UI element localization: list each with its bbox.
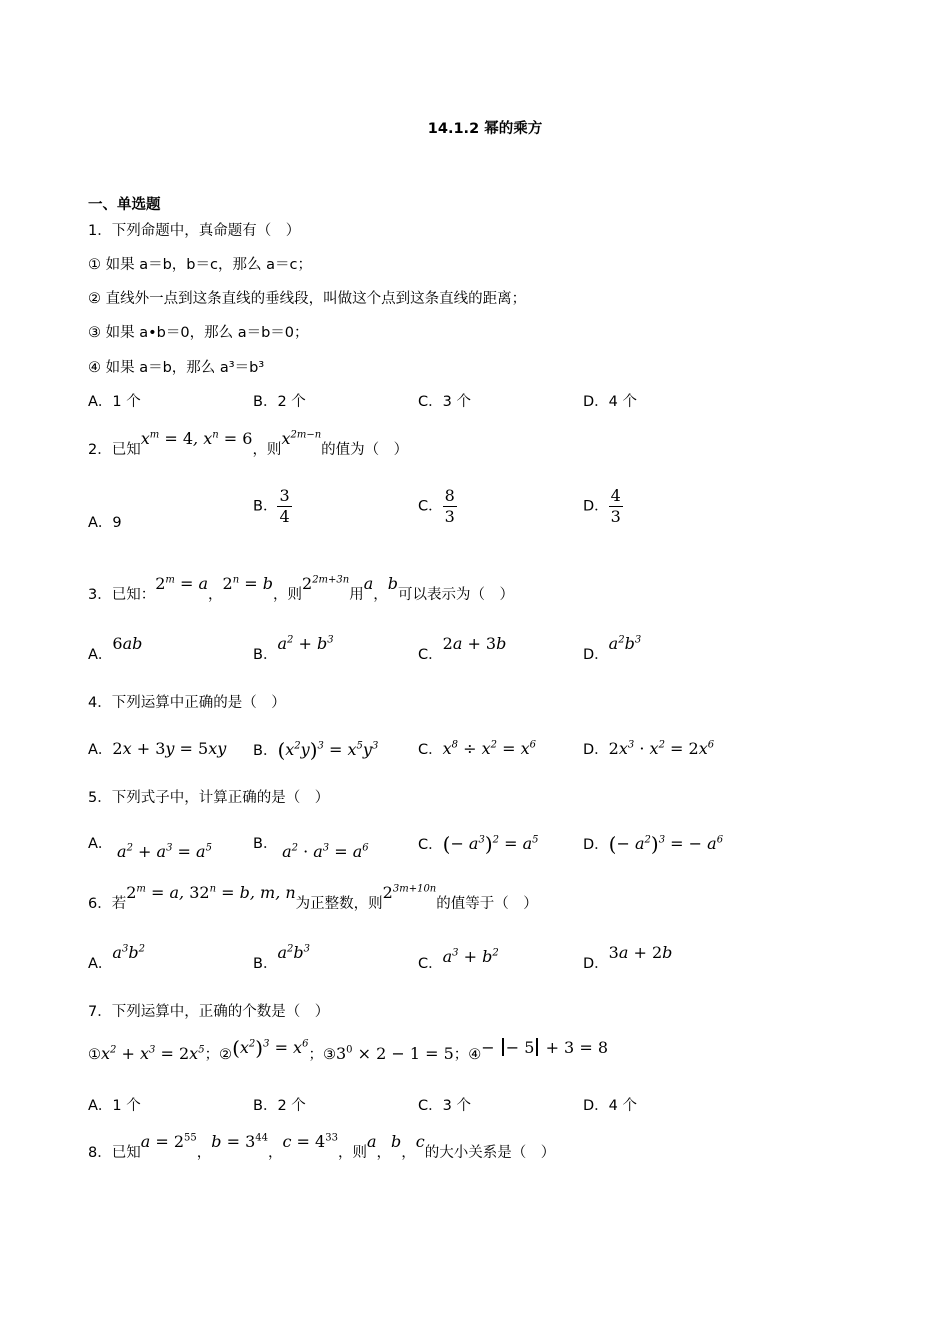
q2-stem bbox=[88, 429, 409, 459]
q7-mark-3: ；③ bbox=[308, 1047, 336, 1063]
q6-option-b-formula: $a^2b^3$ bbox=[277, 943, 310, 962]
q4-option-b-formula: $(x^2y)^3 = x^5y^3$ bbox=[277, 738, 379, 762]
q6-option-c bbox=[418, 947, 499, 973]
q4-option-b bbox=[253, 738, 378, 762]
q2-option-b bbox=[253, 486, 292, 527]
q4-option-c-label: C． bbox=[418, 742, 443, 758]
q7-expr-4: − − 5 + 3 = 8 bbox=[481, 1038, 608, 1057]
q8-prefix: 8．已知 bbox=[88, 1145, 141, 1161]
q6-stem bbox=[88, 883, 538, 913]
q2-option-a: A．9 bbox=[88, 515, 122, 531]
q6-option-d bbox=[583, 943, 673, 973]
q2-option-d-label: D． bbox=[583, 498, 609, 515]
q3-option-b-label: B． bbox=[253, 647, 278, 663]
q4-option-a-label: A． bbox=[88, 742, 113, 758]
q6-mid: 为正整数，则 bbox=[295, 896, 383, 912]
q4-option-a-formula: 2x + 3y = 5xy bbox=[112, 739, 227, 758]
q6-option-b-label: B． bbox=[253, 956, 278, 972]
q8-comma-1: ， bbox=[196, 1145, 212, 1161]
q3-stem bbox=[88, 574, 515, 604]
q3-option-c bbox=[418, 634, 507, 664]
q3-option-a-label: A． bbox=[88, 647, 113, 663]
q6-given-formula: 2$^m$ = a, 32$^n$ = b, m, n bbox=[126, 883, 296, 902]
q3-option-a bbox=[88, 634, 143, 664]
q6-option-d-formula: 3a + 2b bbox=[608, 943, 673, 962]
q3-var-b: b bbox=[387, 574, 399, 593]
q1-option-a: A．1 个 bbox=[88, 394, 141, 410]
q6-suffix: 的值等于（ ） bbox=[436, 896, 538, 912]
q5-option-b bbox=[253, 832, 369, 861]
q7-mark-1: ① bbox=[88, 1047, 101, 1063]
q3-suffix: 可以表示为（ ） bbox=[398, 587, 515, 603]
q4-option-b-label: B． bbox=[253, 743, 278, 759]
q5-option-d-formula: (− $a^2)^3$ = − $a^6$ bbox=[608, 832, 724, 856]
q1-option-b: B．2 个 bbox=[253, 394, 306, 410]
q3-option-d bbox=[583, 634, 642, 664]
q5-option-a-label: A． bbox=[88, 836, 113, 852]
q3-prefix: 3．已知： bbox=[88, 587, 156, 603]
q3-formula-a: 2$^m$ = a bbox=[155, 574, 209, 593]
q1-option-d: D．4 个 bbox=[583, 394, 637, 410]
q2-option-b-denominator: 4 bbox=[279, 507, 290, 526]
q8-var-b: b bbox=[391, 1132, 402, 1151]
q2-option-d-numerator: 4 bbox=[610, 486, 621, 505]
q1-statement-1: ① 如果 a＝b，b＝c，那么 a＝c； bbox=[88, 257, 312, 273]
q8-stem bbox=[88, 1132, 556, 1162]
q4-option-c-formula: $x^8 \div x^2 = x^6$ bbox=[442, 739, 536, 758]
q5-option-b-label: B． bbox=[253, 836, 278, 852]
q7-expr-3: $3^0 \times 2 - 1 = 5$ bbox=[335, 1044, 454, 1063]
q7-option-a: A．1 个 bbox=[88, 1098, 141, 1114]
page-title: 14.1.2 幂的乘方 bbox=[427, 121, 543, 137]
q2-option-c-label: C． bbox=[418, 498, 443, 515]
q3-option-d-label: D． bbox=[583, 647, 609, 663]
q2-option-b-fraction bbox=[277, 486, 291, 527]
q1-statement-3: ③ 如果 a•b＝0，那么 a＝b＝0； bbox=[88, 325, 309, 341]
q5-option-c-formula: (− $a^3)^2 = a^5$ bbox=[442, 832, 539, 856]
q3-option-b-formula: $a^2 + b^3$ bbox=[277, 634, 334, 653]
q3-comma-2: ， bbox=[373, 587, 388, 603]
q7-mark-4: ；④ bbox=[453, 1047, 482, 1063]
q8-var-a: a bbox=[366, 1132, 377, 1151]
q1-statement-4: ④ 如果 a＝b，那么 a³＝b³ bbox=[88, 360, 265, 376]
q6-option-a-label: A． bbox=[88, 956, 113, 972]
q6-option-a bbox=[88, 943, 145, 973]
q4-option-c bbox=[418, 738, 536, 759]
q5-option-c bbox=[418, 832, 539, 856]
q2-option-c-denominator: 3 bbox=[444, 507, 455, 526]
q2-target-formula: $x^{2m-n}$ bbox=[281, 429, 322, 448]
q2-mid: ，则 bbox=[252, 442, 282, 458]
q5-option-a-formula: $a^2 + a^3 = a^5$ bbox=[117, 842, 212, 861]
q4-option-d-label: D． bbox=[583, 742, 609, 758]
q8-formula-a: $a = 2^{55}$ bbox=[140, 1132, 197, 1151]
q5-option-b-formula: $a^2 \cdot a^3 = a^6$ bbox=[282, 842, 369, 861]
q3-option-a-formula: 6ab bbox=[112, 634, 143, 653]
q1-stem: 1．下列命题中，真命题有（ ） bbox=[88, 223, 301, 239]
q8-mid: ，则 bbox=[337, 1145, 367, 1161]
q2-option-b-label: B． bbox=[253, 498, 278, 515]
q8-var-c: c bbox=[415, 1132, 425, 1151]
q8-comma-4: ， bbox=[401, 1145, 416, 1161]
q7-expr-2: $(x^2)^3 = x^6$ bbox=[232, 1036, 309, 1060]
q7-stem: 7．下列运算中，正确的个数是（ ） bbox=[88, 1004, 330, 1020]
q5-option-d bbox=[583, 832, 723, 856]
q2-prefix: 2．已知 bbox=[88, 442, 141, 458]
q2-suffix: 的值为（ ） bbox=[321, 442, 409, 458]
q7-mark-2: ；② bbox=[204, 1047, 233, 1063]
q2-option-d-denominator: 3 bbox=[610, 507, 621, 526]
q3-option-c-label: C． bbox=[418, 647, 443, 663]
q8-formula-b: $b = 3^{44}$ bbox=[211, 1132, 268, 1151]
q8-formula-c: $c = 4^{33}$ bbox=[282, 1132, 338, 1151]
q7-expressions bbox=[88, 1036, 608, 1066]
q1-option-c: C．3 个 bbox=[418, 394, 471, 410]
q7-option-c: C．3 个 bbox=[418, 1098, 471, 1114]
q2-option-c-numerator: 8 bbox=[444, 486, 455, 505]
q3-var-a: a bbox=[363, 574, 374, 593]
q8-suffix: 的大小关系是（ ） bbox=[424, 1145, 556, 1161]
q6-option-a-formula: $a^3b^2$ bbox=[112, 943, 145, 962]
q6-option-d-label: D． bbox=[583, 956, 609, 972]
q2-option-d bbox=[583, 486, 623, 527]
q3-mid: ，则 bbox=[273, 587, 302, 603]
q2-option-b-numerator: 3 bbox=[279, 486, 290, 505]
q4-option-d bbox=[583, 738, 714, 759]
q7-option-d: D．4 个 bbox=[583, 1098, 637, 1114]
q3-target-formula: $2^{2m+3n}$ bbox=[302, 574, 350, 593]
q3-option-c-formula: 2a + 3b bbox=[442, 634, 507, 653]
q7-option-b: B．2 个 bbox=[253, 1098, 306, 1114]
q4-stem: 4．下列运算中正确的是（ ） bbox=[88, 695, 286, 711]
q2-given-formula: $x^m = 4$, $x^n = 6$ bbox=[140, 429, 253, 448]
q6-target-formula: $2^{3m+10n}$ bbox=[382, 883, 437, 902]
q6-option-c-label: C． bbox=[418, 956, 443, 972]
q6-prefix: 6．若 bbox=[88, 896, 127, 912]
q5-stem: 5．下列式子中，计算正确的是（ ） bbox=[88, 790, 330, 806]
q6-option-c-formula: $a^3 + b^2$ bbox=[442, 947, 499, 966]
q5-option-d-label: D． bbox=[583, 837, 609, 853]
q3-option-b bbox=[253, 634, 334, 664]
q3-option-d-formula: $a^2b^3$ bbox=[608, 634, 642, 653]
q1-statement-2: ② 直线外一点到这条直线的垂线段，叫做这个点到这条直线的距离； bbox=[88, 291, 527, 307]
q4-option-d-formula: $2x^3 \cdot x^2 = 2x^6$ bbox=[608, 739, 715, 758]
q8-comma-2: ， bbox=[268, 1145, 283, 1161]
q4-option-a bbox=[88, 738, 226, 759]
q2-option-d-fraction bbox=[609, 486, 623, 527]
section-heading: 一、单选题 bbox=[88, 197, 161, 213]
q5-option-c-label: C． bbox=[418, 837, 443, 853]
q7-expr-1: $x^2 + x^3 = 2x^5$ bbox=[101, 1044, 205, 1063]
q5-option-a bbox=[88, 832, 212, 861]
q2-option-c-fraction bbox=[443, 486, 457, 527]
q2-option-c bbox=[418, 486, 457, 527]
q3-formula-b: 2$^n$ = b bbox=[222, 574, 273, 593]
q3-comma-1: ， bbox=[208, 587, 223, 603]
q8-comma-3: ， bbox=[376, 1145, 391, 1161]
q3-use: 用 bbox=[349, 587, 364, 603]
q6-option-b bbox=[253, 943, 310, 973]
